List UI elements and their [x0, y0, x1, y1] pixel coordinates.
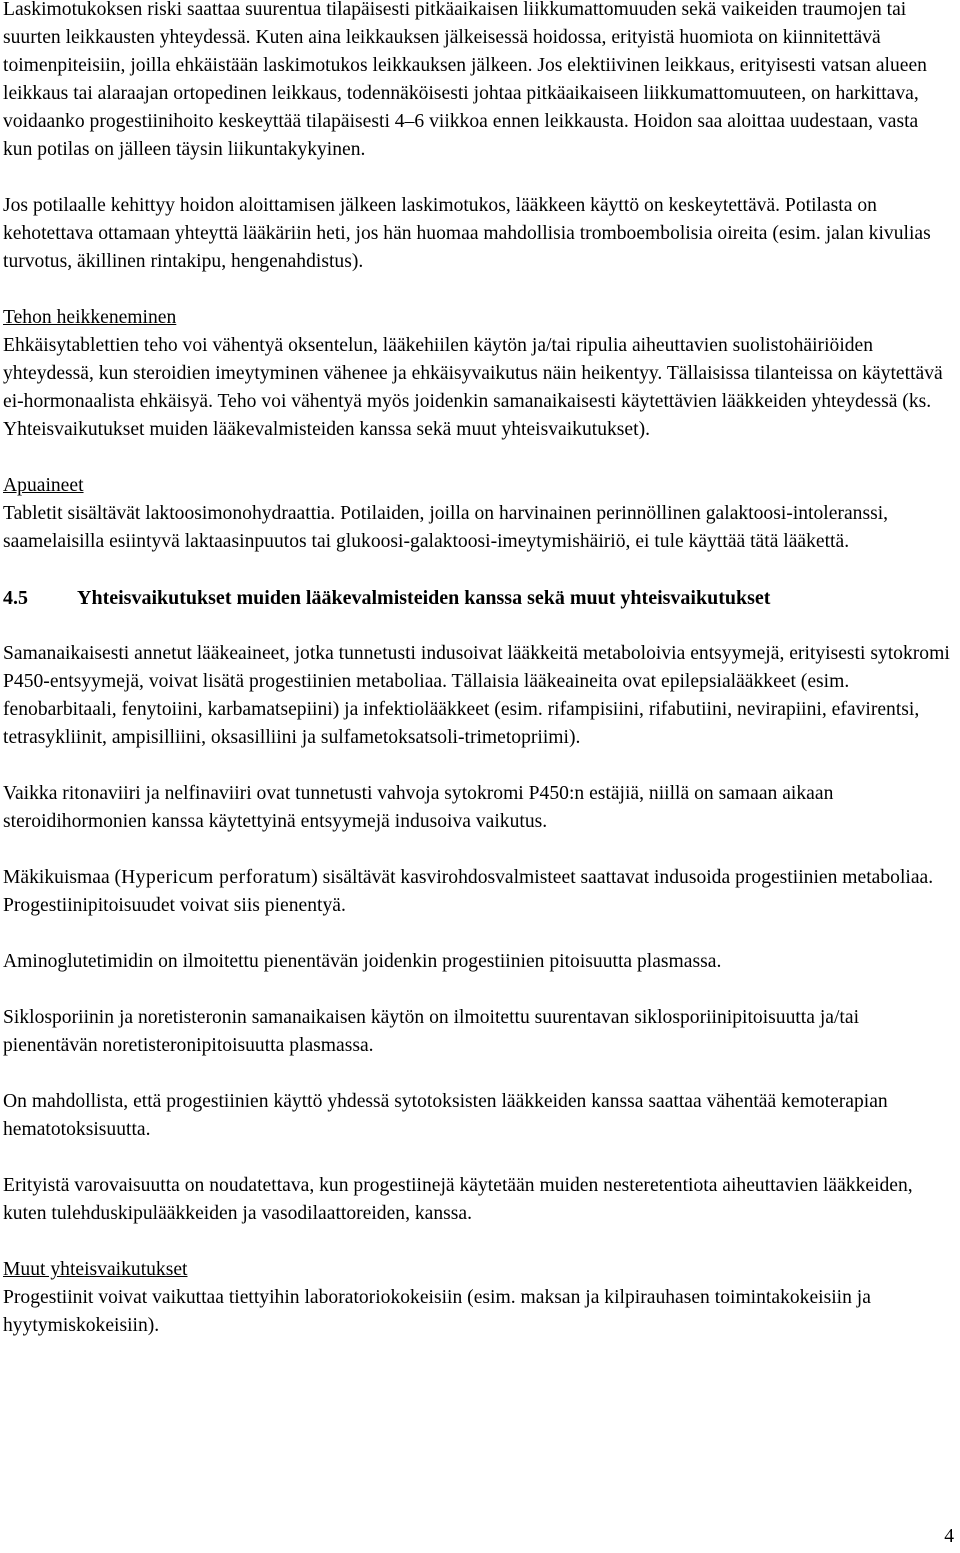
paragraph-lab-tests: Progestiinit voivat vaikuttaa tiettyihin laboratoriokokeisiin (esim. maksan ja kilpirauhasen toimintakokeisiin ja hyytymiskokeisiin).: [3, 1287, 871, 1336]
paragraph-thrombosis-risk: Laskimotukoksen riski saattaa suurentua tilapäisesti pitkäaikaisen liikkumattomuuden sekä vaikeiden traumojen tai suurten leikkausten yhteydessä. Kuten aina leikkauksen jälkeisessä hoidossa, erityistä huomiota on kiinnitettävä toimenpiteisiin, joilla ehkäistään laskimotukos leikkauksen jälkeen. Jos elektiivinen leikkaus, erityisesti vatsan alueen leikkaus tai alaraajan ortopedinen leikkaus, todennäköisesti johtaa pitkäaikaiseen liikkumattomuuteen, on harkittava, voidaanko progestiinihoito keskeyttää tilapäisesti 4–6 viikkoa ennen leikkausta. Hoidon saa aloittaa uudestaan, vasta kun potilas on jälleen täysin liikuntakykyinen.: [3, 0, 927, 160]
paragraph-thrombosis-discontinue: Jos potilaalle kehittyy hoidon aloittamisen jälkeen laskimotukos, lääkkeen käyttö on keskeytettävä. Potilasta on kehotettava ottamaan yhteyttä lääkäriin heti, jos hän huomaa mahdollisia tromboembolisia oireita (esim. jalan kivulias turvotus, äkillinen rintakipu, hengenahdistus).: [3, 195, 931, 272]
st-johns-wort-text-b: ) sisältävät kasvirohdosvalmisteet saattavat indusoida progestiinien metaboliaa. Progestiinipitoisuudet voivat siis pienentyä.: [3, 867, 934, 916]
subheading-reduced-efficacy: Tehon heikkeneminen: [3, 307, 177, 328]
paragraph-ciclosporin: Siklosporiinin ja noretisteronin samanaikaisen käytön on ilmoitettu suurentavan siklosporiinipitoisuutta ja/tai pienentävän noretisteronipitoisuutta plasmassa.: [3, 1007, 860, 1056]
subsection-other-interactions: [3, 1256, 951, 1340]
subsection-reduced-efficacy: [3, 304, 951, 444]
st-johns-wort-text-a: Mäkikuismaa (: [3, 867, 122, 888]
page-number: 4: [944, 1526, 954, 1547]
latin-name: Hypericum perforatum: [121, 867, 312, 888]
paragraph-enzyme-inducers: Samanaikaisesti annetut lääkeaineet, jotka tunnetusti indusoivat lääkkeitä metaboloivia entsyymejä, erityisesti sytokromi P450-entsyymejä, voivat lisätä progestiinien metaboliaa. Tällaisia lääkeaineita ovat epilepsialääkkeet (esim. fenobarbitaali, fenytoiini, karbamatsepiini) ja infektiolääkkeet (esim. rifampisiini, rifabutiini, nevirapiini, efavirentsi, tetrasykliinit, ampisilliini, oksasilliini ja sulfametoksatsoli-trimetopriimi).: [3, 643, 950, 748]
paragraph-excipients: Tabletit sisältävät laktoosimonohydraattia. Potilaiden, joilla on harvinainen perinnöllinen galaktoosi-intoleranssi, saamelaisilla esiintyvä laktaasinpuutos tai glukoosi-galaktoosi-imeytymishäiriö, ei tule käyttää tätä lääkettä.: [3, 503, 889, 552]
paragraph-ritonavir: Vaikka ritonaviiri ja nelfinaviiri ovat tunnetusti vahvoja sytokromi P450:n estäjiä, niillä on samaan aikaan steroidihormonien kanssa käytettyinä entsyymejä indusoiva vaikutus.: [3, 783, 834, 832]
paragraph-reduced-efficacy: Ehkäisytablettien teho voi vähentyä oksentelun, lääkehiilen käytön ja/tai ripulia aiheuttavien suolistohäiriöiden yhteydessä, kun steroidien imeytyminen vähenee ja ehkäisyvaikutus näin heikentyy. Tällaisissa tilanteissa on käytettävä ei-hormonaalista ehkäisyä. Teho voi vähentyä myös joidenkin samanaikaisesti käytettävien lääkkeiden yhteydessä (ks. Yhteisvaikutukset muiden lääkevalmisteiden kanssa sekä muut yhteisvaikutukset).: [3, 335, 943, 440]
paragraph-aminoglutethimide: Aminoglutetimidin on ilmoitettu pienentävän joidenkin progestiinien pitoisuutta plasmassa.: [3, 951, 722, 972]
section-heading: [3, 584, 951, 612]
paragraph-fluid-retention: Erityistä varovaisuutta on noudatettava, kun progestiinejä käytetään muiden nesteretentiota aiheuttavien lääkkeiden, kuten tulehduskipulääkkeiden ja vasodilaattoreiden, kanssa.: [3, 1175, 913, 1224]
section-title: Yhteisvaikutukset muiden lääkevalmisteiden kanssa sekä muut yhteisvaikutukset: [77, 587, 771, 609]
subheading-excipients: Apuaineet: [3, 475, 84, 496]
document-page: [3, 0, 951, 1340]
section-number: 4.5: [3, 587, 28, 609]
paragraph-cytotoxic: On mahdollista, että progestiinien käyttö yhdessä sytotoksisten lääkkeiden kanssa saattaa vähentää kemoterapian hematotoksisuutta.: [3, 1091, 888, 1140]
subheading-other-interactions: Muut yhteisvaikutukset: [3, 1259, 188, 1280]
subsection-excipients: [3, 472, 951, 556]
paragraph-st-johns-wort: [3, 864, 951, 920]
